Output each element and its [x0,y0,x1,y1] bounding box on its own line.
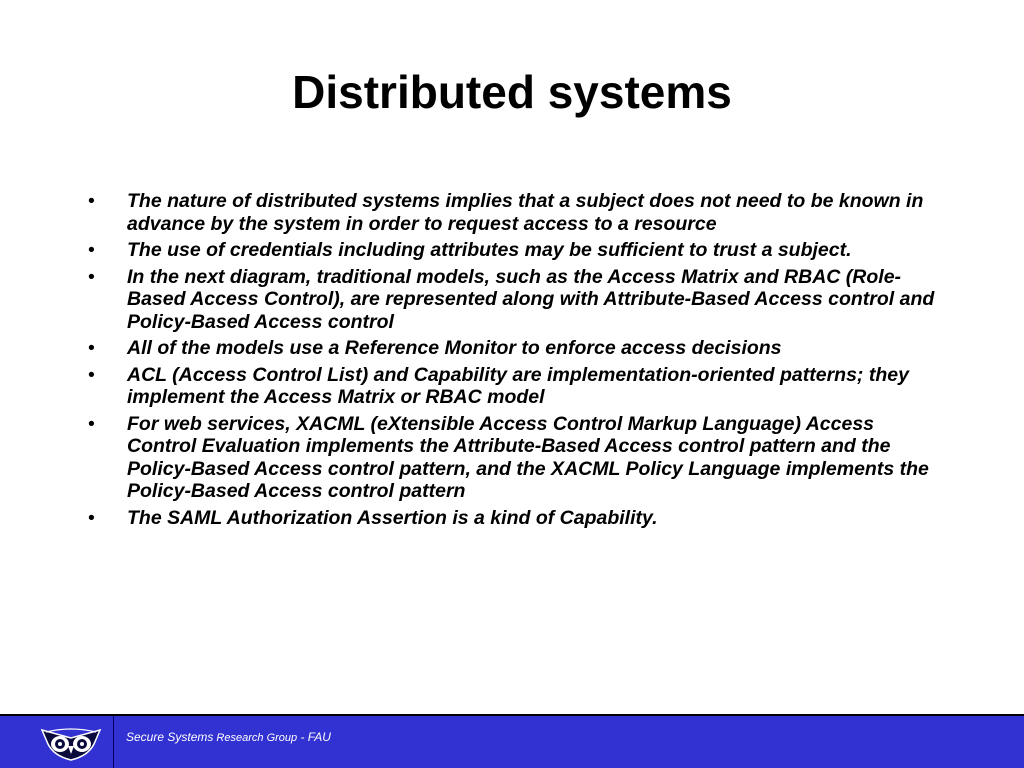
bullet-item [88,190,938,235]
bullet-item [88,364,938,409]
footer-divider [113,716,114,768]
bullet-dot: • [88,363,95,386]
bullet-dot: • [88,265,95,288]
footer-bar [0,714,1024,768]
bullet-text: For web services, XACML (eXtensible Access Control Markup Language) Access Control Evaluation implements the Attribute-Based Access control pattern and the Policy-Based Access control pattern, and the XACML Policy Language implements the Policy-Based Access control pattern [127,412,929,502]
footer-group-sub: Research Group [213,732,298,744]
owl-logo-icon [38,724,104,764]
footer-caption [126,730,331,744]
bullet-dot: • [88,506,95,529]
bullet-dot: • [88,337,95,359]
bullet-text: All of the models use a Reference Monitor to enforce access decisions [127,337,782,359]
bullet-item [88,239,938,262]
footer-group-name: Secure Systems [126,730,214,744]
bullet-dot: • [88,412,95,435]
bullet-list [88,190,938,533]
bullet-text: ACL (Access Control List) and Capability are implementation-oriented patterns; they implement the Access Matrix or RBAC model [127,363,909,408]
bullet-text: In the next diagram, traditional models, such as the Access Matrix and RBAC (Role-Based Access Control), are represented along with Attribute-Based Access control and Policy-Based Access control [127,265,935,333]
bullet-item [88,266,938,334]
bullet-text: The SAML Authorization Assertion is a kind of Capability. [127,506,658,529]
slide-title: Distributed systems [292,66,732,118]
bullet-dot: • [88,239,95,261]
bullet-dot: • [88,190,95,212]
bullet-item [88,413,938,503]
bullet-item [88,507,938,530]
bullet-text: The nature of distributed systems implies that a subject does not need to be known in advance by the system in order to request access to a resource [127,190,924,235]
footer-org: - FAU [297,730,331,744]
bullet-text: The use of credentials including attributes may be sufficient to trust a subject. [127,239,852,261]
bullet-item [88,337,938,360]
